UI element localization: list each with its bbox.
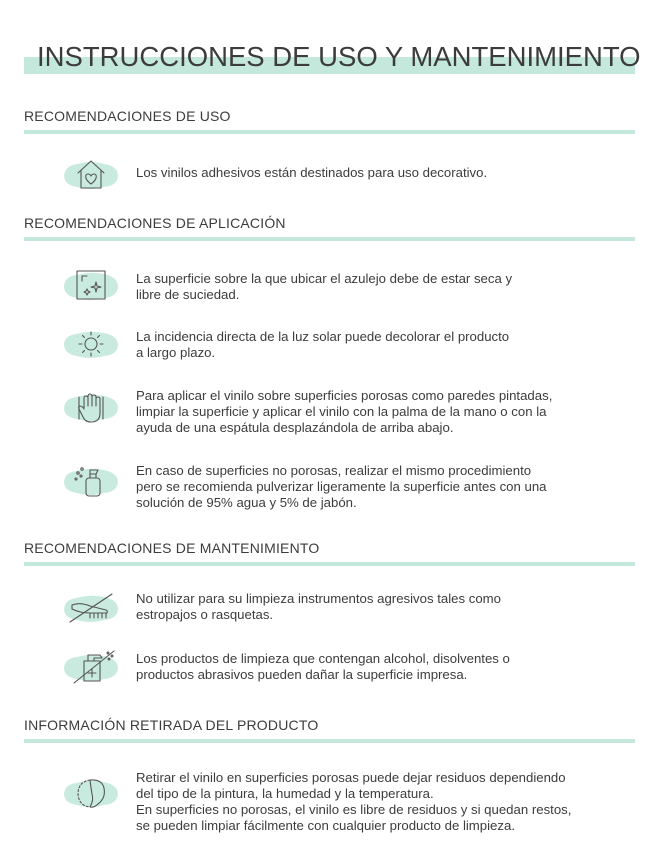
item-text: Los vinilos adhesivos están destinados para uso decorativo. xyxy=(136,165,488,180)
section-title-retirada: INFORMACIÓN RETIRADA DEL PRODUCTO xyxy=(24,717,635,743)
section-title-uso: RECOMENDACIONES DE USO xyxy=(24,108,635,134)
item-text: No utilizar para su limpieza instrumentos agresivos tales como estropajos o rasquetas. xyxy=(136,591,502,622)
sun-icon xyxy=(60,324,122,364)
section-title-aplicacion: RECOMENDACIONES DE APLICACIÓN xyxy=(24,215,635,241)
page-header xyxy=(24,40,641,76)
item-text: La superficie sobre la que ubicar el azulejo debe de estar seca y libre de suciedad. xyxy=(136,271,513,302)
item-text: Los productos de limpieza que contengan alcohol, disolventes o productos abrasivos pueden dañar la superficie impresa. xyxy=(136,651,510,682)
section-title-mantenimiento: RECOMENDACIONES DE MANTENIMIENTO xyxy=(24,540,635,566)
item-text: La incidencia directa de la luz solar puede decolorar el producto a largo plazo. xyxy=(136,329,510,360)
page-title: INSTRUCCIONES DE USO Y MANTENIMIENTO xyxy=(37,41,641,72)
no-chemical-spray-icon xyxy=(60,647,122,687)
item-text: Para aplicar el vinilo sobre superficies porosas como paredes pintadas, limpiar la superficie y aplicar el vinilo con la palma de la mano o con la ayuda de una espátula desplazándola de arriba abajo. xyxy=(136,388,553,435)
peel-off-icon xyxy=(60,774,122,814)
house-heart-icon xyxy=(60,155,122,195)
clean-surface-sparkle-icon xyxy=(60,265,122,305)
spray-bottle-icon xyxy=(60,462,122,502)
item-text: Retirar el vinilo en superficies porosas puede dejar residuos dependiendo del tipo de la pintura, la humedad y la temperatura. En superficies no porosas, el vinilo es libre de residuos y si quedan restos, se pueden limpiar fácilmente con cualquier producto de limpieza. xyxy=(136,770,572,833)
no-brush-icon xyxy=(60,588,122,628)
item-text: En caso de superficies no porosas, realizar el mismo procedimiento pero se recomienda pulverizar ligeramente la superficie antes con una solución de 95% agua y 5% de jabón. xyxy=(136,463,547,510)
hand-palm-icon xyxy=(60,388,122,428)
